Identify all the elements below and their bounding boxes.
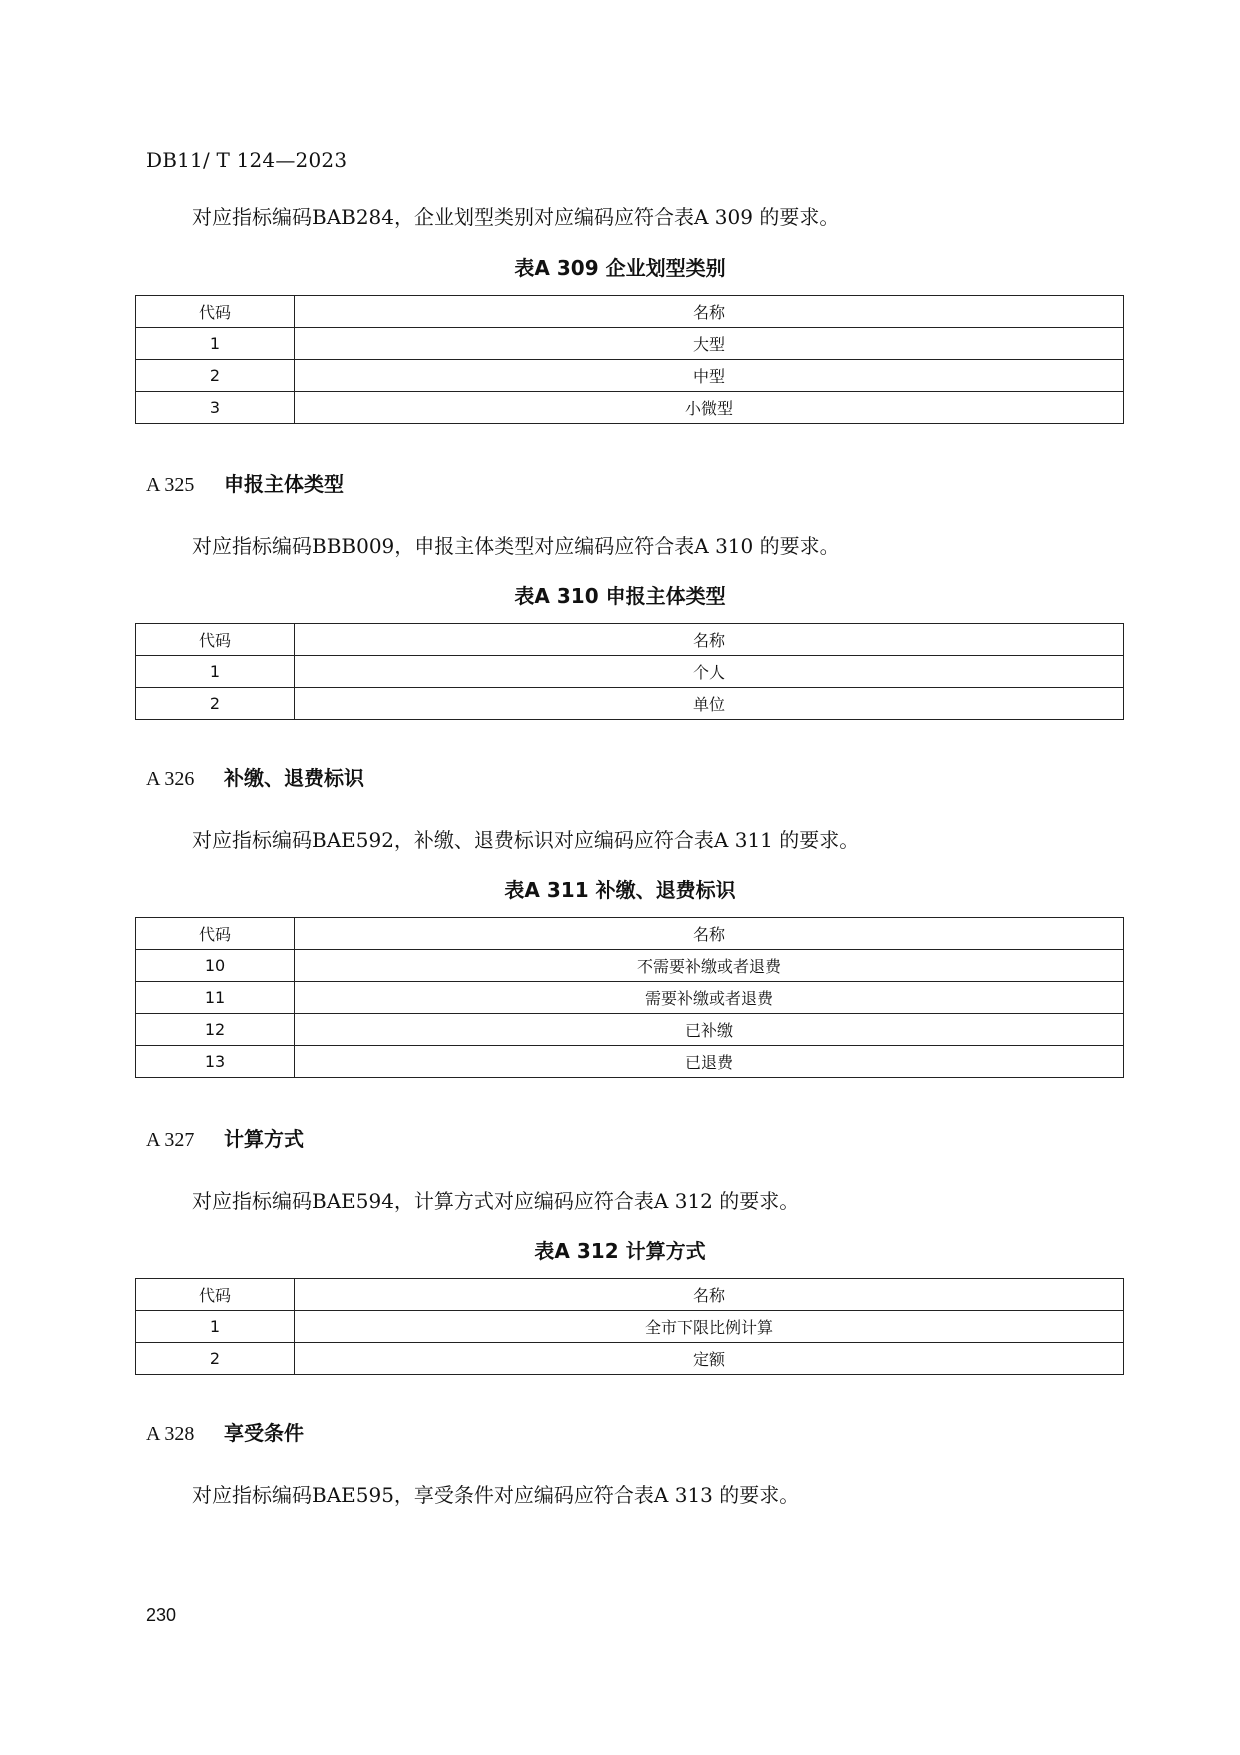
table-312-caption: 表A 312 计算方式 [534,1239,706,1263]
column-header-code: 代码 [136,918,295,950]
section-title: 计算方式 [224,1127,304,1151]
intro-paragraph: 对应指标编码BAB284，企业划型类别对应编码应符合表A 309 的要求。 [192,205,840,229]
section-title: 享受条件 [224,1421,304,1445]
table-311-caption: 表A 311 补缴、退费标识 [504,878,736,902]
table-row [136,392,1124,424]
column-header-name: 名称 [295,918,1124,950]
table-row [136,950,1124,982]
section-heading-a326 [146,762,364,791]
column-header-name: 名称 [295,624,1124,656]
section-325-paragraph: 对应指标编码BBB009，申报主体类型对应编码应符合表A 310 的要求。 [192,534,840,558]
table-row [136,688,1124,720]
table-row [136,656,1124,688]
table-row [136,982,1124,1014]
table-row [136,328,1124,360]
code-cell: 1 [136,656,295,688]
table-309 [135,295,1124,424]
code-cell: 2 [136,688,295,720]
document-id: DB11/ T 124—2023 [146,148,348,172]
name-cell: 需要补缴或者退费 [295,982,1124,1014]
table-309-caption: 表A 309 企业划型类别 [514,256,726,280]
name-cell: 大型 [295,328,1124,360]
section-number: A 325 [146,474,195,496]
column-header-code: 代码 [136,296,295,328]
section-328-paragraph: 对应指标编码BAE595，享受条件对应编码应符合表A 313 的要求。 [192,1483,800,1507]
code-cell: 12 [136,1014,295,1046]
table-header-row [136,296,1124,328]
section-title: 申报主体类型 [224,472,344,496]
code-cell: 1 [136,1311,295,1343]
section-327-paragraph: 对应指标编码BAE594，计算方式对应编码应符合表A 312 的要求。 [192,1189,800,1213]
table-row [136,360,1124,392]
section-number: A 326 [146,768,195,790]
name-cell: 已补缴 [295,1014,1124,1046]
name-cell: 个人 [295,656,1124,688]
column-header-code: 代码 [136,1279,295,1311]
section-number: A 327 [146,1129,195,1151]
table-row [136,1046,1124,1078]
name-cell: 全市下限比例计算 [295,1311,1124,1343]
page-number: 230 [146,1605,177,1625]
section-326-paragraph: 对应指标编码BAE592，补缴、退费标识对应编码应符合表A 311 的要求。 [192,828,860,852]
code-cell: 11 [136,982,295,1014]
name-cell: 已退费 [295,1046,1124,1078]
section-heading-a325 [146,468,344,497]
code-cell: 1 [136,328,295,360]
column-header-name: 名称 [295,1279,1124,1311]
code-cell: 3 [136,392,295,424]
name-cell: 单位 [295,688,1124,720]
table-311 [135,917,1124,1078]
name-cell: 定额 [295,1343,1124,1375]
name-cell: 小微型 [295,392,1124,424]
section-title: 补缴、退费标识 [224,766,364,790]
table-310 [135,623,1124,720]
column-header-name: 名称 [295,296,1124,328]
table-row [136,1343,1124,1375]
section-heading-a328 [146,1417,304,1446]
section-heading-a327 [146,1123,304,1152]
table-header-row [136,624,1124,656]
code-cell: 2 [136,360,295,392]
name-cell: 中型 [295,360,1124,392]
code-cell: 10 [136,950,295,982]
table-row [136,1311,1124,1343]
section-number: A 328 [146,1423,195,1445]
code-cell: 13 [136,1046,295,1078]
column-header-code: 代码 [136,624,295,656]
table-row [136,1014,1124,1046]
table-header-row [136,918,1124,950]
table-header-row [136,1279,1124,1311]
table-312 [135,1278,1124,1375]
code-cell: 2 [136,1343,295,1375]
name-cell: 不需要补缴或者退费 [295,950,1124,982]
table-310-caption: 表A 310 申报主体类型 [514,584,726,608]
